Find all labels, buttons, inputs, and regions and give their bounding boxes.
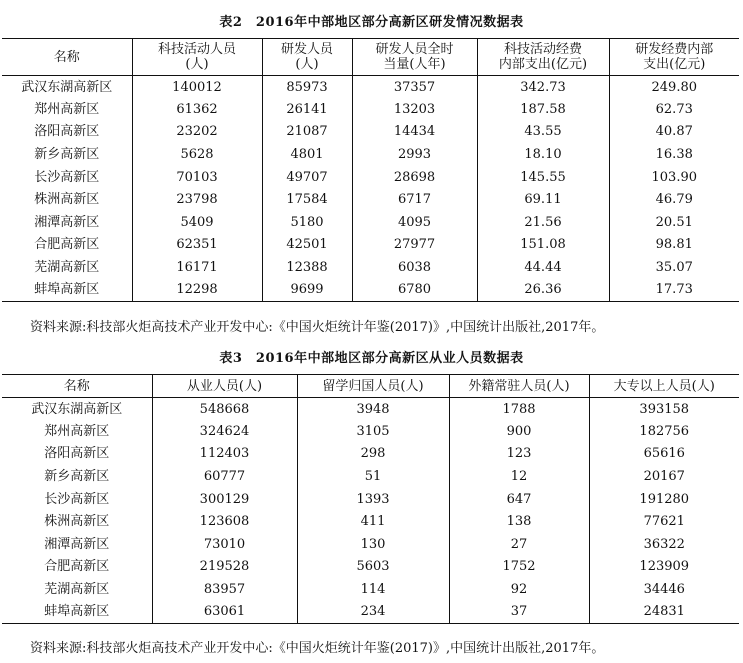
value-cell: 49707 bbox=[262, 166, 352, 189]
row-name-cell: 株洲高新区 bbox=[44, 514, 110, 530]
value-cell: 98.81 bbox=[609, 234, 739, 257]
value-cell: 62.73 bbox=[609, 98, 739, 121]
value-cell: 112403 bbox=[152, 443, 297, 466]
value-cell: 123608 bbox=[152, 510, 297, 533]
value-cell: 13203 bbox=[352, 98, 477, 121]
value-cell: 145.55 bbox=[477, 166, 609, 189]
value-cell: 85973 bbox=[262, 76, 352, 99]
value-cell: 65616 bbox=[589, 443, 739, 466]
table-row bbox=[2, 166, 739, 189]
employment-table bbox=[2, 374, 739, 624]
table-row bbox=[2, 533, 739, 556]
value-cell: 548668 bbox=[152, 398, 297, 421]
value-cell: 17.73 bbox=[609, 279, 739, 302]
value-cell: 61362 bbox=[132, 98, 262, 121]
row-name-cell: 武汉东湖高新区 bbox=[21, 79, 113, 95]
value-cell: 83957 bbox=[152, 578, 297, 601]
value-cell: 14434 bbox=[352, 121, 477, 144]
table-row bbox=[2, 601, 739, 624]
value-cell: 103.90 bbox=[609, 166, 739, 189]
value-cell: 5628 bbox=[132, 143, 262, 166]
value-cell: 393158 bbox=[589, 398, 739, 421]
value-cell: 20.51 bbox=[609, 211, 739, 234]
value-cell: 3948 bbox=[297, 398, 449, 421]
value-cell: 23202 bbox=[132, 121, 262, 144]
row-name-cell: 蚌埠高新区 bbox=[44, 604, 110, 620]
value-cell: 1788 bbox=[449, 398, 589, 421]
value-cell: 21.56 bbox=[477, 211, 609, 234]
value-cell: 27977 bbox=[352, 234, 477, 257]
value-cell: 130 bbox=[297, 533, 449, 556]
row-name-cell: 合肥高新区 bbox=[34, 237, 100, 253]
column-header: 科技活动人员 (人) bbox=[132, 39, 262, 76]
value-cell: 219528 bbox=[152, 556, 297, 579]
employment-table-body bbox=[2, 398, 739, 624]
value-cell: 92 bbox=[449, 578, 589, 601]
table2-caption: 表2 2016年中部地区部分高新区研发情况数据表 bbox=[219, 15, 524, 30]
value-cell: 411 bbox=[297, 510, 449, 533]
value-cell: 18.10 bbox=[477, 143, 609, 166]
row-name-cell: 洛阳高新区 bbox=[44, 446, 110, 462]
table3-caption: 表3 2016年中部地区部分高新区从业人员数据表 bbox=[219, 351, 524, 366]
row-name-cell: 郑州高新区 bbox=[44, 423, 110, 439]
value-cell: 21087 bbox=[262, 121, 352, 144]
value-cell: 3105 bbox=[297, 420, 449, 443]
value-cell: 324624 bbox=[152, 420, 297, 443]
value-cell: 4801 bbox=[262, 143, 352, 166]
row-name-cell: 新乡高新区 bbox=[34, 147, 100, 163]
row-name-cell: 新乡高新区 bbox=[44, 469, 110, 485]
value-cell: 46.79 bbox=[609, 188, 739, 211]
table-row bbox=[2, 98, 739, 121]
value-cell: 36322 bbox=[589, 533, 739, 556]
value-cell: 12 bbox=[449, 465, 589, 488]
row-name-cell: 长沙高新区 bbox=[44, 491, 110, 507]
value-cell: 647 bbox=[449, 488, 589, 511]
value-cell: 900 bbox=[449, 420, 589, 443]
row-name-cell: 湘潭高新区 bbox=[44, 536, 110, 552]
value-cell: 5409 bbox=[132, 211, 262, 234]
row-name-cell: 芜湖高新区 bbox=[34, 260, 100, 276]
value-cell: 138 bbox=[449, 510, 589, 533]
table-row bbox=[2, 398, 739, 421]
row-name-cell: 洛阳高新区 bbox=[34, 124, 100, 140]
row-name-cell: 长沙高新区 bbox=[34, 169, 100, 185]
value-cell: 249.80 bbox=[609, 76, 739, 99]
table-row bbox=[2, 211, 739, 234]
value-cell: 2993 bbox=[352, 143, 477, 166]
value-cell: 20167 bbox=[589, 465, 739, 488]
value-cell: 70103 bbox=[132, 166, 262, 189]
row-name-cell: 湘潭高新区 bbox=[34, 214, 100, 230]
table-row bbox=[2, 143, 739, 166]
column-header: 研发经费内部 支出(亿元) bbox=[609, 39, 739, 76]
table-row bbox=[2, 578, 739, 601]
value-cell: 342.73 bbox=[477, 76, 609, 99]
column-header: 大专以上人员(人) bbox=[589, 375, 739, 398]
value-cell: 12298 bbox=[132, 279, 262, 302]
table-row bbox=[2, 510, 739, 533]
row-name-cell: 株洲高新区 bbox=[34, 192, 100, 208]
table-row bbox=[2, 443, 739, 466]
value-cell: 16171 bbox=[132, 256, 262, 279]
value-cell: 17584 bbox=[262, 188, 352, 211]
column-header: 名称 bbox=[2, 375, 152, 398]
value-cell: 77621 bbox=[589, 510, 739, 533]
row-name-cell: 合肥高新区 bbox=[44, 559, 110, 575]
value-cell: 35.07 bbox=[609, 256, 739, 279]
column-header: 外籍常驻人员(人) bbox=[449, 375, 589, 398]
table-row bbox=[2, 76, 739, 99]
value-cell: 28698 bbox=[352, 166, 477, 189]
table-row bbox=[2, 279, 739, 302]
value-cell: 6780 bbox=[352, 279, 477, 302]
value-cell: 151.08 bbox=[477, 234, 609, 257]
column-header: 研发人员 (人) bbox=[262, 39, 352, 76]
column-header: 名称 bbox=[2, 39, 132, 76]
table-row bbox=[2, 121, 739, 144]
value-cell: 37 bbox=[449, 601, 589, 624]
column-header: 科技活动经费 内部支出(亿元) bbox=[477, 39, 609, 76]
value-cell: 123909 bbox=[589, 556, 739, 579]
table-row bbox=[2, 465, 739, 488]
value-cell: 42501 bbox=[262, 234, 352, 257]
value-cell: 63061 bbox=[152, 601, 297, 624]
row-name-cell: 芜湖高新区 bbox=[44, 582, 110, 598]
value-cell: 187.58 bbox=[477, 98, 609, 121]
value-cell: 44.44 bbox=[477, 256, 609, 279]
value-cell: 1393 bbox=[297, 488, 449, 511]
table-row bbox=[2, 556, 739, 579]
value-cell: 1752 bbox=[449, 556, 589, 579]
table2-source-note: 资料来源:科技部火炬高技术产业开发中心:《中国火炬统计年鉴(2017)》,中国统计出版社,2017年。 bbox=[30, 320, 605, 335]
table-header-row bbox=[2, 375, 739, 398]
value-cell: 182756 bbox=[589, 420, 739, 443]
column-header: 留学归国人员(人) bbox=[297, 375, 449, 398]
value-cell: 123 bbox=[449, 443, 589, 466]
value-cell: 26141 bbox=[262, 98, 352, 121]
value-cell: 12388 bbox=[262, 256, 352, 279]
column-header: 研发人员全时 当量(人年) bbox=[352, 39, 477, 76]
rd-table bbox=[2, 38, 739, 302]
value-cell: 9699 bbox=[262, 279, 352, 302]
value-cell: 69.11 bbox=[477, 188, 609, 211]
table-row bbox=[2, 234, 739, 257]
value-cell: 300129 bbox=[152, 488, 297, 511]
value-cell: 191280 bbox=[589, 488, 739, 511]
value-cell: 62351 bbox=[132, 234, 262, 257]
value-cell: 298 bbox=[297, 443, 449, 466]
value-cell: 16.38 bbox=[609, 143, 739, 166]
value-cell: 140012 bbox=[132, 76, 262, 99]
table3-source-note: 资料来源:科技部火炬高技术产业开发中心:《中国火炬统计年鉴(2017)》,中国统计出版社,2017年。 bbox=[30, 641, 605, 656]
value-cell: 40.87 bbox=[609, 121, 739, 144]
value-cell: 73010 bbox=[152, 533, 297, 556]
value-cell: 43.55 bbox=[477, 121, 609, 144]
table-row bbox=[2, 488, 739, 511]
value-cell: 234 bbox=[297, 601, 449, 624]
value-cell: 27 bbox=[449, 533, 589, 556]
row-name-cell: 郑州高新区 bbox=[34, 101, 100, 117]
value-cell: 114 bbox=[297, 578, 449, 601]
table-header-row bbox=[2, 39, 739, 76]
table-row bbox=[2, 188, 739, 211]
row-name-cell: 武汉东湖高新区 bbox=[31, 401, 123, 417]
value-cell: 51 bbox=[297, 465, 449, 488]
table-row bbox=[2, 420, 739, 443]
rd-table-body bbox=[2, 76, 739, 302]
value-cell: 23798 bbox=[132, 188, 262, 211]
value-cell: 4095 bbox=[352, 211, 477, 234]
value-cell: 37357 bbox=[352, 76, 477, 99]
value-cell: 5603 bbox=[297, 556, 449, 579]
row-name-cell: 蚌埠高新区 bbox=[34, 282, 100, 298]
value-cell: 6038 bbox=[352, 256, 477, 279]
value-cell: 24831 bbox=[589, 601, 739, 624]
table-row bbox=[2, 256, 739, 279]
value-cell: 34446 bbox=[589, 578, 739, 601]
value-cell: 5180 bbox=[262, 211, 352, 234]
value-cell: 60777 bbox=[152, 465, 297, 488]
value-cell: 26.36 bbox=[477, 279, 609, 302]
value-cell: 6717 bbox=[352, 188, 477, 211]
column-header: 从业人员(人) bbox=[152, 375, 297, 398]
